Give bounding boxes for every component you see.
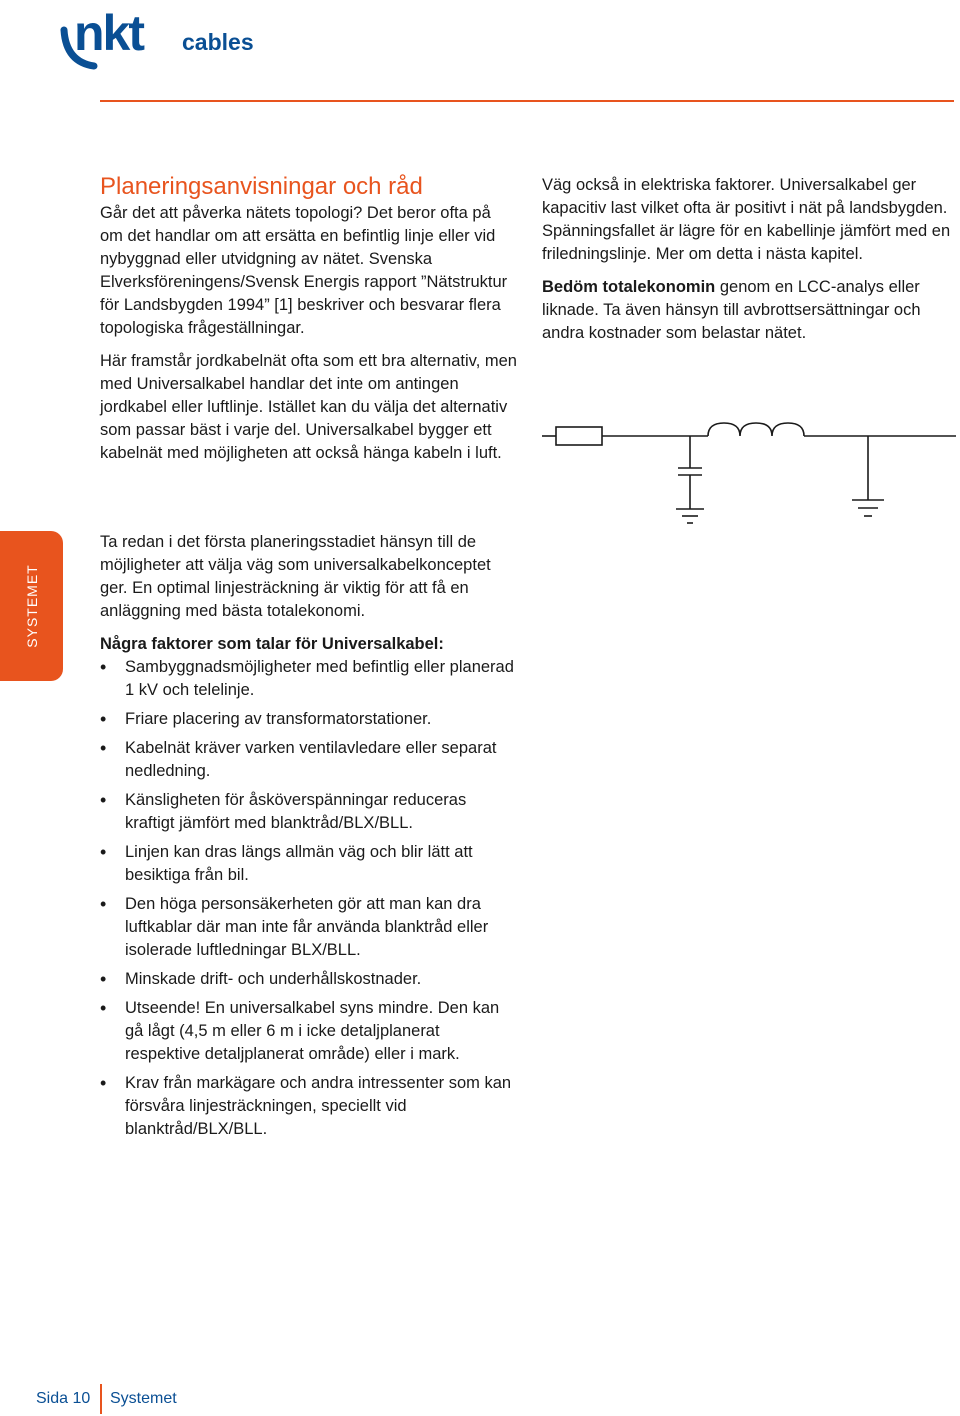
- chapter-tab-label: SYSTEMET: [23, 564, 40, 648]
- header-rule: [100, 100, 954, 102]
- circuit-diagram: [542, 416, 956, 532]
- intro-section: [100, 172, 518, 465]
- lcc-text: genom en LCC-analys eller liknade. Ta även hänsyn till avbrottsersättningar och andra kostnader som belastar nätet.: [542, 278, 921, 342]
- intro-paragraph: Går det att påverka nätets topologi? Det beror ofta på om det handlar om att ersätta en befintlig linje eller vid nybyggnad eller utvidgning av nätet. Svenska Elverksföreningens/Svensk Energis rapport ”Nätstruktur för Landsbygden 1994” [1] beskriver och besvarar flera topologiska frågeställningar.: [100, 204, 508, 337]
- list-item: • Sambyggnadsmöjligheter med befintlig eller planerad 1 kV och telelinje.: [100, 656, 518, 702]
- list-item: • Minskade drift- och underhållskostnader.: [100, 968, 518, 991]
- list-item: • Känsligheten för åsköverspänningar reduceras kraftigt jämfört med blanktråd/BLX/BLL.: [100, 789, 518, 835]
- cable-network-paragraph: Här framstår jordkabelnät ofta som ett bra alternativ, men med Universalkabel handlar det inte om antingen jordkabel eller luftlinje. Istället kan du välja det alternativ som passar bäst i varje del. Universalkabel bygger ett kabelnät med möjligheten att också hänga kabeln i luft.: [100, 352, 517, 462]
- list-item: • Den höga personsäkerheten gör att man kan dra luftkablar där man inte får använda blanktråd eller isolerade luftledningar BLX/BLL.: [100, 893, 518, 962]
- list-item: • Utseende! En universalkabel syns mindre. Den kan gå lågt (4,5 m eller 6 m i icke detaljplanerat respektive detaljplanerat område) eller i mark.: [100, 997, 518, 1066]
- planning-paragraph: Ta redan i det första planeringsstadiet hänsyn till de möjligheter att välja väg som universalkabelkonceptet ger. En optimal linjesträckning är viktig för att få en anläggning med bästa totalekonomi.: [100, 533, 491, 620]
- electrical-factors-section: [542, 174, 957, 345]
- footer-section-name: Systemet: [110, 1390, 177, 1407]
- page-number: Sida 10: [36, 1390, 91, 1407]
- section-heading: Planeringsanvisningar och råd: [100, 173, 423, 200]
- inductor-symbol: [708, 423, 804, 436]
- logo-wordmark: nkt: [74, 5, 143, 61]
- footer-divider: [100, 1384, 102, 1414]
- lcc-paragraph: [542, 276, 957, 345]
- electrical-factors-paragraph: Väg också in elektriska faktorer. Universalkabel ger kapacitiv last vilket ofta är positivt i nät på landsbygden. Spänningsfallet är lägre för en kabellinje jämfört med en friledningslinje. Mer om detta i nästa kapitel.: [542, 176, 951, 263]
- planning-section: [100, 531, 518, 1147]
- factors-list: [100, 656, 518, 1141]
- list-item: • Krav från markägare och andra intressenter som kan försvåra linjesträckningen, speciellt vid blanktråd/BLX/BLL.: [100, 1072, 518, 1141]
- factors-heading: Några faktorer som talar för Universalkabel:: [100, 635, 444, 653]
- nkt-cables-logo: [56, 2, 256, 74]
- list-item: • Friare placering av transformatorstationer.: [100, 708, 518, 731]
- list-item: • Kabelnät kräver varken ventilavledare eller separat nedledning.: [100, 737, 518, 783]
- logo-suffix: cables: [182, 29, 254, 55]
- lcc-emphasis: Bedöm totalekonomin: [542, 278, 716, 296]
- list-item: • Linjen kan dras längs allmän väg och blir lätt att besiktiga från bil.: [100, 841, 518, 887]
- resistor-symbol: [556, 427, 602, 445]
- chapter-tab: [0, 531, 63, 681]
